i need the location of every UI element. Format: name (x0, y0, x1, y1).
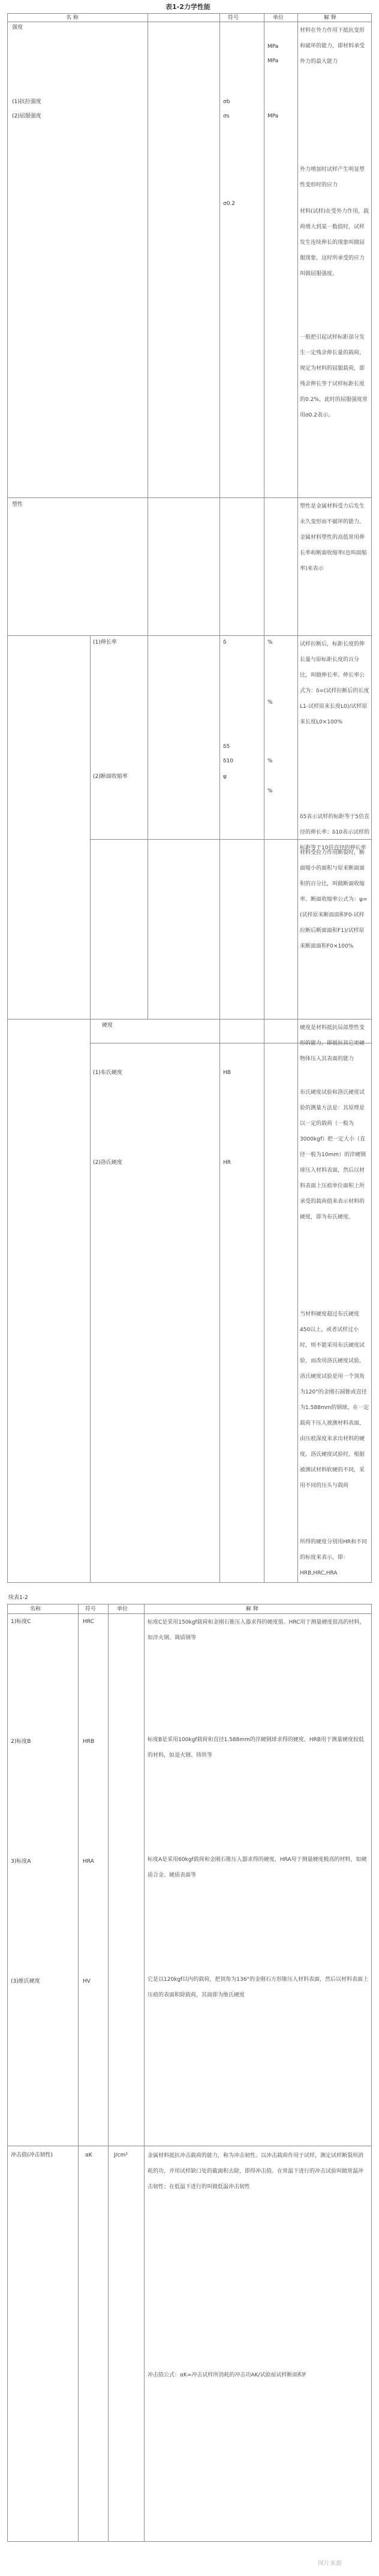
elongation-unit-3: % (267, 758, 273, 764)
cont-header-symbol: 符号 (85, 1606, 97, 1612)
cont-row-symbol: HRA (83, 1859, 94, 1865)
cont-row-name: 1)标度C (11, 1619, 31, 1625)
strength-name: 强度 (12, 25, 23, 31)
cont-row-desc: 它是以120kgf以内的载荷，把顶角为136°的金刚石方形锥压入材料表面，然后以材料表面上压痕的表面积除载荷，其商即为维氏硬度 (148, 1977, 368, 1998)
elongation-unit-2: % (267, 699, 273, 705)
header-symbol: 符号 (228, 15, 239, 21)
strength-yield-name: (1)抗拉强度 (12, 99, 41, 105)
cont-row-name: (3)维氏硬度 (11, 1978, 40, 1984)
elongation-name: (1)伸长率 (93, 640, 117, 645)
impact-formula: 冲击值公式：αK=冲击试样所消耗的冲击功AK/试验前试样断面积F (148, 2372, 306, 2378)
brinell-name: (1)布氏硬度 (93, 1070, 122, 1076)
elongation-desc: 试样拉断后，标距长度的伸长量与原标距长度的百分比，叫做伸长率。伸长率公式为：δ=(试样拉断后的长度L1-试样原来长度L0)/试样原来长度L0×100% (300, 641, 369, 725)
hardness-desc-methods: 布氏硬度试验和洛氏硬度试验的测量方法是：其原理是以一定的载荷（一般为3000kgf）把一定大小（直径一般为10mm）的淬硬钢球压入材料表面，然后以材料表面上压痕单位面积上所承受的载荷值来表示材料的硬度，即为布氏硬度。 (300, 1090, 366, 1220)
impact-unit: J/cm² (114, 2152, 128, 2158)
hardness-desc-more: 当材料硬度超过布氏硬度450以上，或者试样过小时，则不能采用布氏硬度试验，而改用洛氏硬度试验。洛氏硬度试验是用一个顶角为120°的金刚石圆锥或直径为1.588mm的钢球，在一定载荷下压入被测材料表面，由压痕深度来求出材料的硬度。洛氏硬度试验时，根据被测试材料软硬的不同，采用不同的压头与载荷 (300, 1311, 369, 1489)
elongation-symbol-4: ψ (223, 774, 227, 780)
cont-row-name: 2)标度B (11, 1739, 31, 1745)
reduction-name: (2)断面收缩率 (93, 774, 128, 780)
strength-tensile-symbol: σs (223, 113, 230, 119)
watermark: 图片来源 (318, 2560, 342, 2567)
cont-row-desc: 标度B是采用100kgf载荷和直径1.588mm的淬硬钢球求得的硬度。HRB用于测量硬度较低的材料，如退火钢、铸铁等 (148, 1737, 364, 1758)
hardness-desc: 硬度是材料抵抗局部塑性变形的能力，即抵抗其它更硬物体压入其表面的能力 (300, 1025, 365, 1062)
rockwell-symbol: HR (223, 1160, 231, 1166)
strength-yield-symbol: σb (223, 99, 230, 105)
impact-symbol: αK (85, 2152, 92, 2158)
rockwell-name: (2)洛氏硬度 (93, 1160, 122, 1166)
strength-proof-unit: MPa (267, 113, 279, 119)
strength-yield-unit: MPa (267, 44, 279, 50)
cont-row-symbol: HRB (83, 1739, 95, 1745)
impact-name: 冲击值(冲击韧性) (11, 2152, 53, 2158)
hardness-name: 硬度 (102, 1022, 113, 1028)
strength-desc: 材料在外力作用下抵抗变形和破坏的能力，即材料承受外力的最大能力 (300, 28, 365, 65)
strength-desc-yield: 外力增加时试样产生明显塑性变形时的应力 (300, 167, 365, 188)
continuation-title: 续表1-2 (8, 1595, 28, 1601)
cont-row-desc: 标度A是采用60kgf载荷和金刚石锥压入器求得的硬度，HRA用于测量硬度极高的材料，如硬质合金、硬质表面等 (148, 1857, 367, 1878)
strength-desc-proof: 一般把引起试样标距部分发生一定残余伸长量的载荷，规定为材料的屈服载荷，即残余伸长等于试样标距长度的0.2%，此时的屈服强度常用σ0.2表示。 (300, 334, 368, 418)
strength-desc-tensile: 材料(试样)在受外力作用，载荷增大到某一数值时，试样发生连续伸长的现象叫做屈服现象。这时所承受的应力叫做屈服强度。 (300, 209, 369, 277)
cont-row-symbol: HV (83, 1978, 91, 1984)
elongation-symbol: δ (223, 640, 227, 645)
cont-row-name: 3)标度A (11, 1859, 31, 1865)
header-desc: 解 释 (324, 15, 336, 21)
cont-row-symbol: HRC (83, 1619, 94, 1625)
cont-header-unit: 单位 (117, 1606, 128, 1612)
elongation-symbol-2: δ5 (223, 744, 230, 750)
strength-tensile-unit: MPa (267, 58, 279, 64)
hardness-desc-more-2: 所得的硬度分别用HR和不同的标度来表示，即：HRB,HRC,HRA (300, 1539, 368, 1576)
brinell-symbol: HB (223, 1070, 231, 1076)
header-unit: 单位 (273, 15, 284, 21)
cont-header-name: 名称 (30, 1606, 41, 1612)
plasticity-name: 塑性 (12, 502, 23, 508)
elongation-desc-2: δ5表示试样的标距等于5倍直径的伸长率；δ10表示试样的标距等于10倍直径的伸长率 (300, 814, 369, 851)
impact-desc: 金属材料抵抗冲击载荷的能力，称为冲击韧性。以冲击载荷作用于试样，测定试样断裂所消耗的功，并用试样缺口处的截面积去除，即得冲击值。在常温下进行的冲击试验叫做常温冲击韧性；在低温下进行的叫做低温冲击韧性 (148, 2153, 364, 2190)
elongation-unit: % (267, 640, 273, 645)
header-name: 名 称 (66, 15, 79, 21)
plasticity-desc: 塑性是金属材料受力后发生永久变形而不破坏的能力。金属材料塑性的高低常用伸长率和断面收缩率(也叫面缩率)来表示 (300, 503, 367, 572)
page-title: 表1-2力学性能 (166, 3, 210, 11)
strength-proof-symbol: σ0.2 (223, 201, 236, 207)
reduction-desc: 材料受拉力作用断裂时，断面缩小的面积与原来断面面积的百分比，叫做断面收缩率。断面收缩率公式为：ψ=(试样原来断面面积F0-试样拉断后断面面积F1)/试样原来断面面积F0×100% (300, 850, 368, 949)
cont-header-desc: 解 释 (246, 1606, 258, 1612)
elongation-unit-4: % (267, 788, 273, 794)
elongation-symbol-3: δ10 (223, 758, 233, 764)
cont-row-desc: 标度C是采用150kgf载荷和金刚石锥压入器求得的硬度值。HRC用于测量硬度很高的材料，如淬火钢、调质钢等 (148, 1619, 365, 1641)
strength-tensile-name: (2)屈服强度 (12, 113, 41, 119)
